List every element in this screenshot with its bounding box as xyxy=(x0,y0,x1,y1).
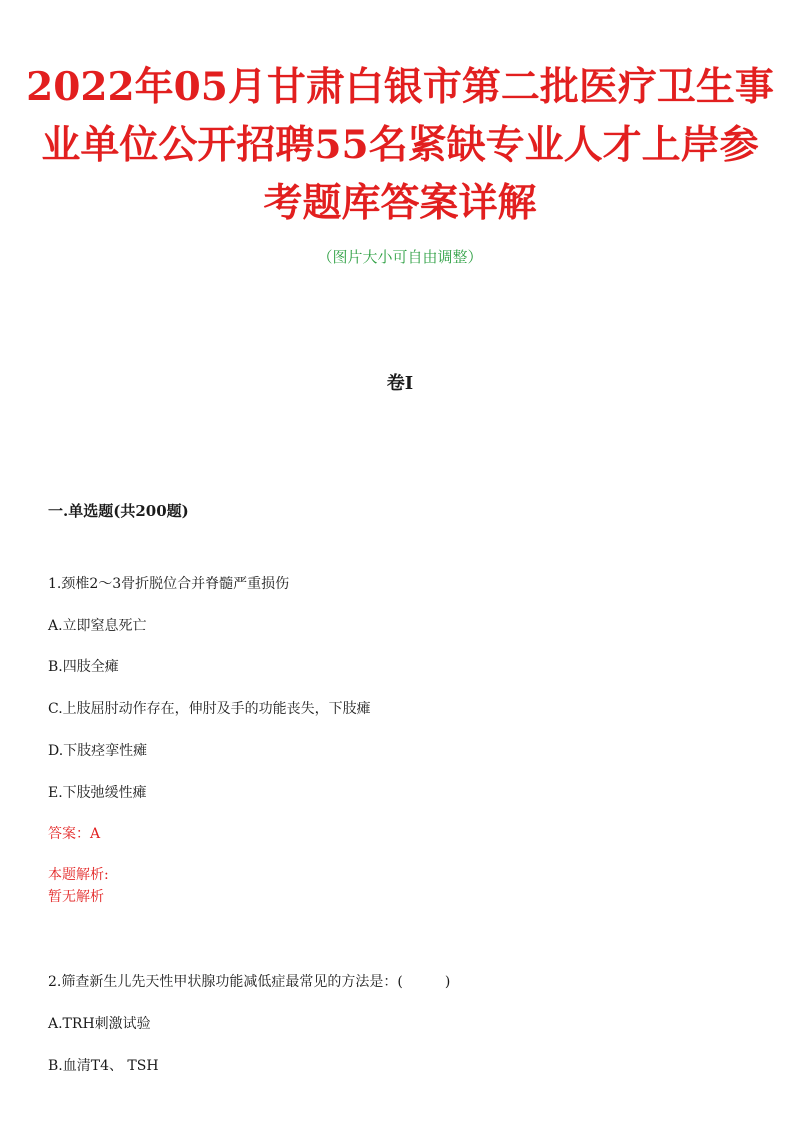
question-1-option-e: E.下肢弛缓性瘫 xyxy=(48,785,147,801)
question-1-analysis-label: 本题解析: xyxy=(48,867,109,883)
question-1-stem: 1.颈椎2～3骨折脱位合并脊髓严重损伤 xyxy=(48,576,290,592)
subtitle-note: （图片大小可自由调整） xyxy=(317,248,483,266)
question-2-option-a: A.TRH刺激试验 xyxy=(48,1016,151,1032)
document-title xyxy=(0,58,800,232)
question-2-option-b: B.血清T4、 TSH xyxy=(48,1058,159,1074)
question-1-analysis: 暂无解析 xyxy=(48,889,104,905)
question-1-option-b: B.四肢全瘫 xyxy=(48,659,119,675)
question-1-answer: 答案：A xyxy=(48,826,101,842)
question-1-option-d: D.下肢痉挛性瘫 xyxy=(48,743,148,759)
volume-heading: 卷I xyxy=(386,373,414,394)
title-line-3: 考题库答案详解 xyxy=(263,180,537,226)
question-1-option-a: A.立即窒息死亡 xyxy=(48,618,147,634)
question-2-stem: 2.筛查新生儿先天性甲状腺功能减低症最常见的方法是：( ) xyxy=(48,974,451,990)
title-line-2: 业单位公开招聘55名紧缺专业人才上岸参 xyxy=(41,122,759,168)
question-1-option-c: C.上肢屈肘动作存在，伸肘及手的功能丧失，下肢瘫 xyxy=(48,701,371,717)
section-heading: 一.单选题(共200题) xyxy=(48,502,189,520)
title-line-1: 2022年05月甘肃白银市第二批医疗卫生事 xyxy=(26,64,774,110)
